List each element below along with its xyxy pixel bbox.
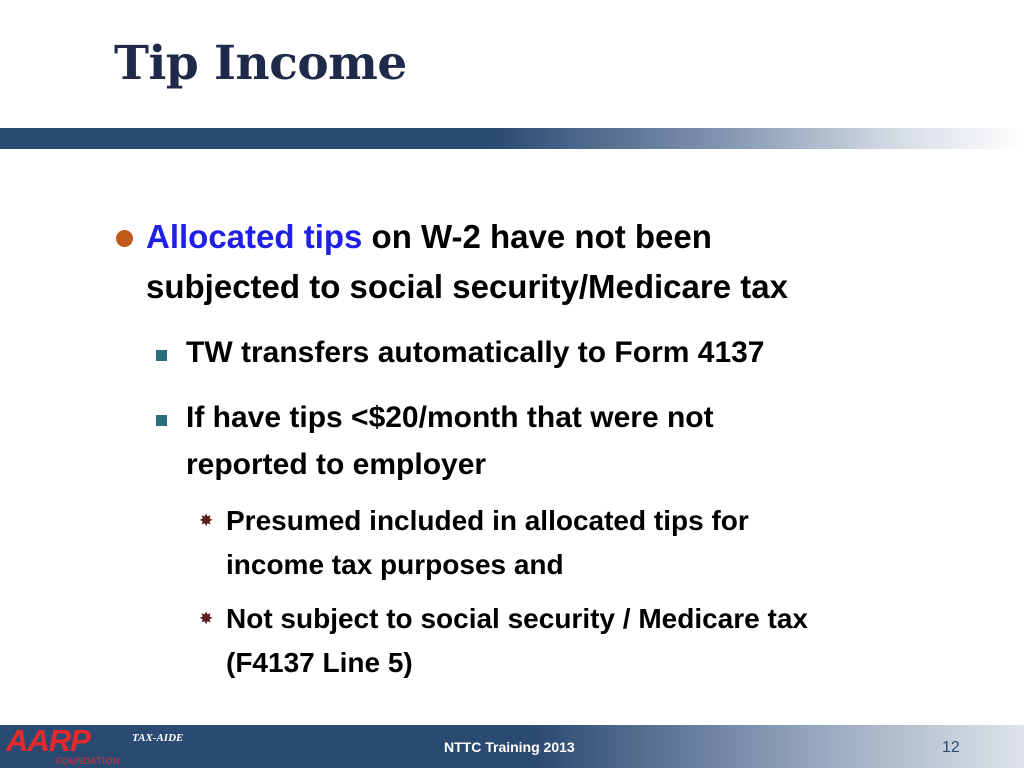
allocated-tips-highlight: Allocated tips bbox=[146, 218, 363, 255]
aarp-foundation-label: FOUNDATION bbox=[56, 756, 120, 766]
slide-number: 12 bbox=[942, 739, 960, 756]
square-bullet-icon bbox=[156, 415, 167, 426]
starburst-bullet-icon: ✸ bbox=[199, 511, 214, 531]
slide-title: Tip Income bbox=[114, 36, 407, 91]
sub-bullet-1: TW transfers automatically to Form 4137 bbox=[186, 336, 765, 369]
tax-aide-label: TAX-AIDE bbox=[132, 732, 184, 744]
starburst-bullet-icon: ✸ bbox=[199, 609, 214, 629]
bullet-main-line1-text: on W-2 have not been bbox=[362, 218, 712, 255]
square-bullet-icon bbox=[156, 350, 167, 361]
subsub-bullet-1-line2: income tax purposes and bbox=[226, 549, 564, 580]
aarp-logo: AARP bbox=[6, 723, 90, 758]
round-bullet-icon bbox=[116, 230, 133, 247]
sub-bullet-2-line1: If have tips <$20/month that were not bbox=[186, 401, 714, 434]
subsub-bullet-2-line1: Not subject to social security / Medicare tax bbox=[226, 603, 808, 634]
bullet-main-line2: subjected to social security/Medicare tax bbox=[146, 268, 788, 305]
sub-bullet-2-line2: reported to employer bbox=[186, 448, 487, 481]
subsub-bullet-2-line2: (F4137 Line 5) bbox=[226, 647, 413, 678]
footer-title: NTTC Training 2013 bbox=[444, 739, 575, 755]
subsub-bullet-1-line1: Presumed included in allocated tips for bbox=[226, 505, 749, 536]
bullet-main-line1 bbox=[146, 212, 712, 262]
